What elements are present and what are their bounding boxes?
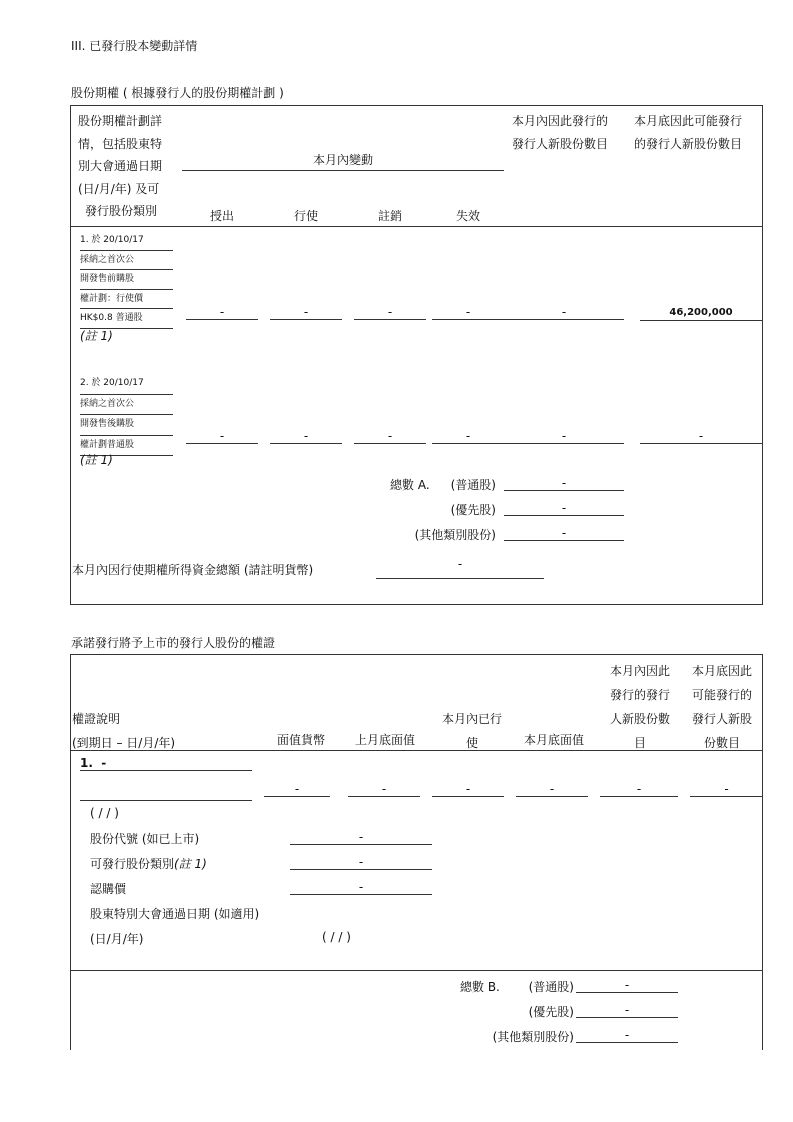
w-header-desc: 權證說明 (到期日 – 日/月/年) xyxy=(72,712,176,750)
options-total-label: 總數 A. xyxy=(390,478,430,492)
warrant-row-1-title: 1. - xyxy=(80,756,252,771)
option-row-2-exercised: - xyxy=(270,429,342,444)
warrants-total-label: 總數 B. xyxy=(460,980,500,994)
options-header-divider xyxy=(70,226,763,227)
movement-underline xyxy=(182,170,504,171)
warrants-total-ordinary-label: (普通股) xyxy=(528,980,574,994)
warrant-row-1-prev: - xyxy=(348,782,420,797)
option-row-1-issued: - xyxy=(504,305,624,320)
warrant-egm-label: 股東特別大會通過日期 (如適用) xyxy=(90,907,260,921)
warrant-egm-date: ( / / ) xyxy=(322,930,351,944)
warrant-stock-code-value: - xyxy=(290,830,432,845)
w-header-may-issue: 本月底因此 可能發行的 發行人新股 份數目 xyxy=(691,664,752,750)
w-header-currency: 面值貨幣 xyxy=(276,733,325,747)
w-header-prev-nominal: 上月底面值 xyxy=(354,733,415,747)
w-header-curr-nominal: 本月底面值 xyxy=(523,733,584,747)
warrants-left-border-ext xyxy=(70,970,71,1050)
option-row-1-granted: - xyxy=(186,305,258,320)
option-row-2-cancelled: - xyxy=(354,429,426,444)
warrants-total-other-label: (其他類別股份) xyxy=(492,1030,574,1044)
options-total-ordinary-value: - xyxy=(504,476,624,491)
options-total-other-label: (其他類別股份) xyxy=(414,528,496,542)
option-row-2-desc: 2. 於 20/10/17 採納之首次公 開發售後購股 權計劃普通股 xyxy=(80,374,173,456)
warrant-stock-code-label: 股份代號 (如已上市) xyxy=(90,832,200,846)
header-plan-detail: 股份期權計劃詳 情，包括股東特 別大會通過日期 (日/月/年) 及可 發行股份類別 xyxy=(78,114,163,218)
option-row-2-note: (註 1) xyxy=(80,453,113,467)
header-granted: 授出 xyxy=(209,209,234,223)
warrant-subscription-price-value: - xyxy=(290,880,432,895)
warrants-total-ordinary-value: - xyxy=(576,978,678,993)
funds-value: - xyxy=(376,557,544,579)
warrants-total-other-value: - xyxy=(576,1028,678,1043)
option-row-2-granted: - xyxy=(186,429,258,444)
warrant-row-1-curr: - xyxy=(516,782,588,797)
header-lapsed: 失效 xyxy=(455,209,480,223)
option-row-1-note: (註 1) xyxy=(80,329,113,343)
warrant-subscription-price-label: 認購價 xyxy=(90,882,127,896)
options-total-preference-label: (優先股) xyxy=(450,503,496,517)
options-total-other-value: - xyxy=(504,526,624,541)
warrants-right-border-ext xyxy=(762,970,763,1050)
header-new-shares-issued: 本月內因此發行的 發行人新股份數目 xyxy=(512,114,609,151)
warrants-total-preference-label: (優先股) xyxy=(528,1005,574,1019)
options-total-preference-value: - xyxy=(504,501,624,516)
warrants-total-preference-value: - xyxy=(576,1003,678,1018)
warrant-row-1-expiry: ( / / ) xyxy=(90,806,119,820)
w-header-issued: 本月內因此 發行的發行 人新股份數 目 xyxy=(609,664,670,750)
header-may-be-issued: 本月底因此可能發行 的發行人新股份數目 xyxy=(634,114,743,151)
option-row-1-lapsed: - xyxy=(432,305,504,320)
warrant-share-class-value: - xyxy=(290,855,432,870)
options-total-ordinary-label: (普通股) xyxy=(450,478,496,492)
warrant-row-1-currency: - xyxy=(264,782,330,797)
option-row-2-may-issue: - xyxy=(640,429,762,444)
option-row-1-exercised: - xyxy=(270,305,342,320)
w-header-exercised: 本月內已行 使 xyxy=(441,712,502,750)
header-cancelled: 註銷 xyxy=(377,209,402,223)
section-title: III. 已發行股本變動詳情 xyxy=(71,39,198,53)
warrant-row-1-name-line xyxy=(80,800,252,801)
warrant-row-1-exercised: - xyxy=(432,782,504,797)
header-exercised: 行使 xyxy=(293,209,318,223)
option-row-2-issued: - xyxy=(504,429,624,444)
option-row-1-desc: 1. 於 20/10/17 採納之首次公 開發售前購股 權計劃：行使價 HK$0.8 普通股 xyxy=(80,231,173,329)
options-title: 股份期權 ( 根據發行人的股份期權計劃 ) xyxy=(71,86,284,100)
warrant-share-class-label: 可發行股份類別(註 1) xyxy=(90,857,207,871)
option-row-1-cancelled: - xyxy=(354,305,426,320)
header-movement: 本月內變動 xyxy=(312,153,373,167)
warrant-row-1-may-issue: - xyxy=(690,782,763,797)
funds-label: 本月內因行使期權所得資金總額 (請註明貨幣) xyxy=(72,563,314,577)
option-row-2-lapsed: - xyxy=(432,429,504,444)
warrants-title: 承諾發行將予上市的發行人股份的權證 xyxy=(71,636,276,650)
warrant-egm-format: (日/月/年) xyxy=(90,932,144,946)
option-row-1-may-issue: 46,200,000 xyxy=(640,305,762,321)
warrant-row-1-issued: - xyxy=(600,782,678,797)
